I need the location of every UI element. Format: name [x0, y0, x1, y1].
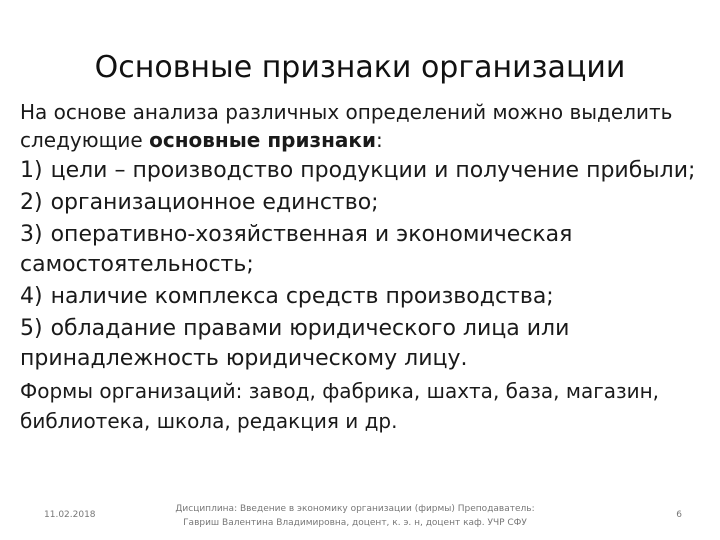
list-item	[20, 188, 700, 218]
forms-paragraph: Формы организаций: завод, фабрика, шахта, база, магазин, библиотека, школа, редакция и др.	[20, 379, 660, 433]
intro-paragraph	[20, 98, 700, 154]
footer-line-2: Гавриш Валентина Владимировна, доцент, к. э. н, доцент каф. УЧР СФУ	[183, 518, 527, 528]
slide-title: Основные признаки организации	[94, 50, 626, 85]
list-item	[20, 156, 700, 186]
list-item-number: 4)	[20, 284, 43, 309]
page-number: 6	[676, 510, 682, 520]
list-item-number: 2)	[20, 190, 43, 215]
footer-line-1: Дисциплина: Введение в экономику организации (фирмы) Преподаватель:	[175, 504, 535, 514]
slide-content	[20, 98, 700, 436]
list-item	[20, 314, 700, 374]
intro-suffix: :	[376, 128, 383, 152]
list-item-text: оперативно-хозяйственная и экономическая самостоятельность;	[20, 222, 573, 277]
list-item-number: 1)	[20, 158, 43, 183]
list-item-text: организационное единство;	[50, 190, 379, 215]
intro-text: На основе анализа различных определений можно выделить следующие	[20, 100, 673, 152]
list-item-number: 3)	[20, 222, 43, 247]
footer-course-info	[120, 502, 590, 530]
list-item	[20, 282, 700, 312]
footer-date: 11.02.2018	[44, 510, 96, 520]
intro-bold-text: основные признаки	[149, 128, 377, 152]
features-list	[20, 156, 700, 374]
list-item-number: 5)	[20, 316, 43, 341]
slide-footer	[0, 502, 720, 532]
list-item-text: наличие комплекса средств производства;	[50, 284, 554, 309]
list-item-text: цели – производство продукции и получение прибыли;	[50, 158, 696, 183]
list-item	[20, 220, 700, 280]
list-item-text: обладание правами юридического лица или принадлежность юридическому лицу.	[20, 316, 570, 371]
